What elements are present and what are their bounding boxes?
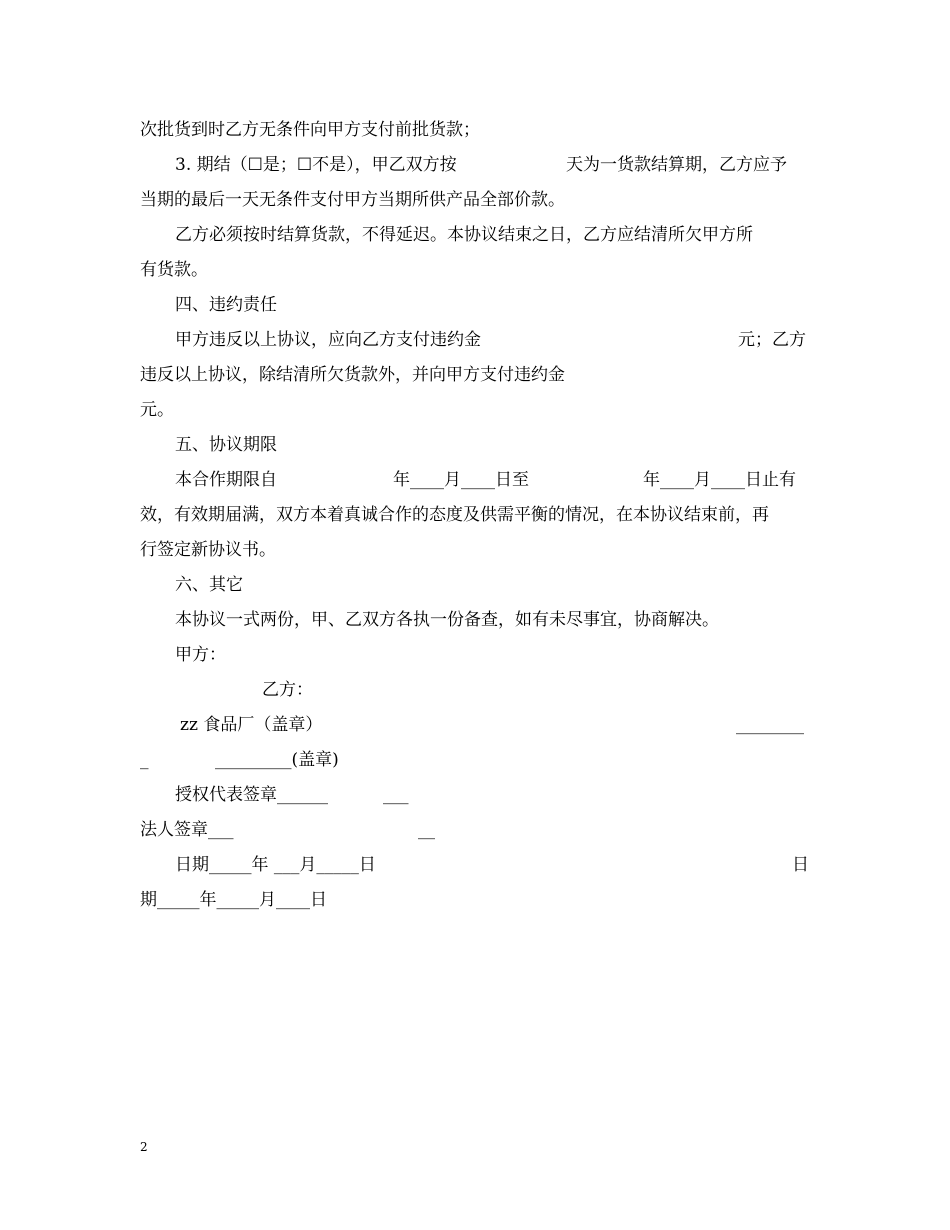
text-line: 次批货到时乙方无条件向甲方支付前批货款； bbox=[140, 120, 480, 140]
section-heading: 五、协议期限 bbox=[175, 435, 277, 455]
text-line: 年____月____日至 bbox=[393, 470, 529, 490]
text-line: 天为一货款结算期，乙方应予 bbox=[566, 155, 787, 175]
date-line-b: 期_____年_____月____日 bbox=[140, 890, 327, 910]
text-line: 元。 bbox=[140, 400, 174, 420]
text-line: 本合作期限自 bbox=[175, 470, 277, 490]
text-line: 有货款。 bbox=[140, 260, 208, 280]
text-line: 本协议一式两份，甲、乙双方各执一份备查，如有未尽事宜，协商解决。 bbox=[175, 610, 719, 630]
text-line: 乙方必须按时结算货款，不得延迟。本协议结束之日，乙方应结清所欠甲方所 bbox=[175, 225, 753, 245]
party-a-name: zz 食品厂（盖章） bbox=[180, 715, 323, 735]
page-number: 2 bbox=[140, 1140, 148, 1154]
signature-blank: __ bbox=[418, 820, 435, 840]
section-heading: 四、违约责任 bbox=[175, 295, 277, 315]
date-line-b-start: 日 bbox=[792, 855, 809, 875]
text-line: 甲方违反以上协议，应向乙方支付违约金 bbox=[175, 330, 481, 350]
text-line: 3. 期结（☐是；☐不是），甲乙双方按 bbox=[175, 155, 457, 175]
signature-blank: ___ bbox=[383, 785, 409, 805]
legal-rep-signature: 法人签章___ bbox=[140, 820, 234, 840]
signature-blank: _ bbox=[140, 750, 149, 770]
authorized-signature: 授权代表签章______ bbox=[175, 785, 328, 805]
party-b-label: 乙方： bbox=[262, 680, 313, 700]
text-line: 行签定新协议书。 bbox=[140, 540, 276, 560]
text-line: 效，有效期届满，双方本着真诚合作的态度及供需平衡的情况，在本协议结束前，再 bbox=[140, 505, 769, 525]
party-b-seal: _________(盖章) bbox=[215, 750, 339, 770]
signature-blank: ________ bbox=[736, 715, 804, 735]
text-line: 违反以上协议，除结清所欠货款外，并向甲方支付违约金 bbox=[140, 365, 565, 385]
text-line: 当期的最后一天无条件支付甲方当期所供产品全部价款。 bbox=[140, 190, 565, 210]
section-heading: 六、其它 bbox=[175, 575, 243, 595]
text-line: 年____月____日止有 bbox=[643, 470, 796, 490]
party-a-label: 甲方： bbox=[175, 645, 226, 665]
date-line-a: 日期_____年 ___月_____日 bbox=[175, 855, 376, 875]
text-line: 元；乙方 bbox=[738, 330, 806, 350]
